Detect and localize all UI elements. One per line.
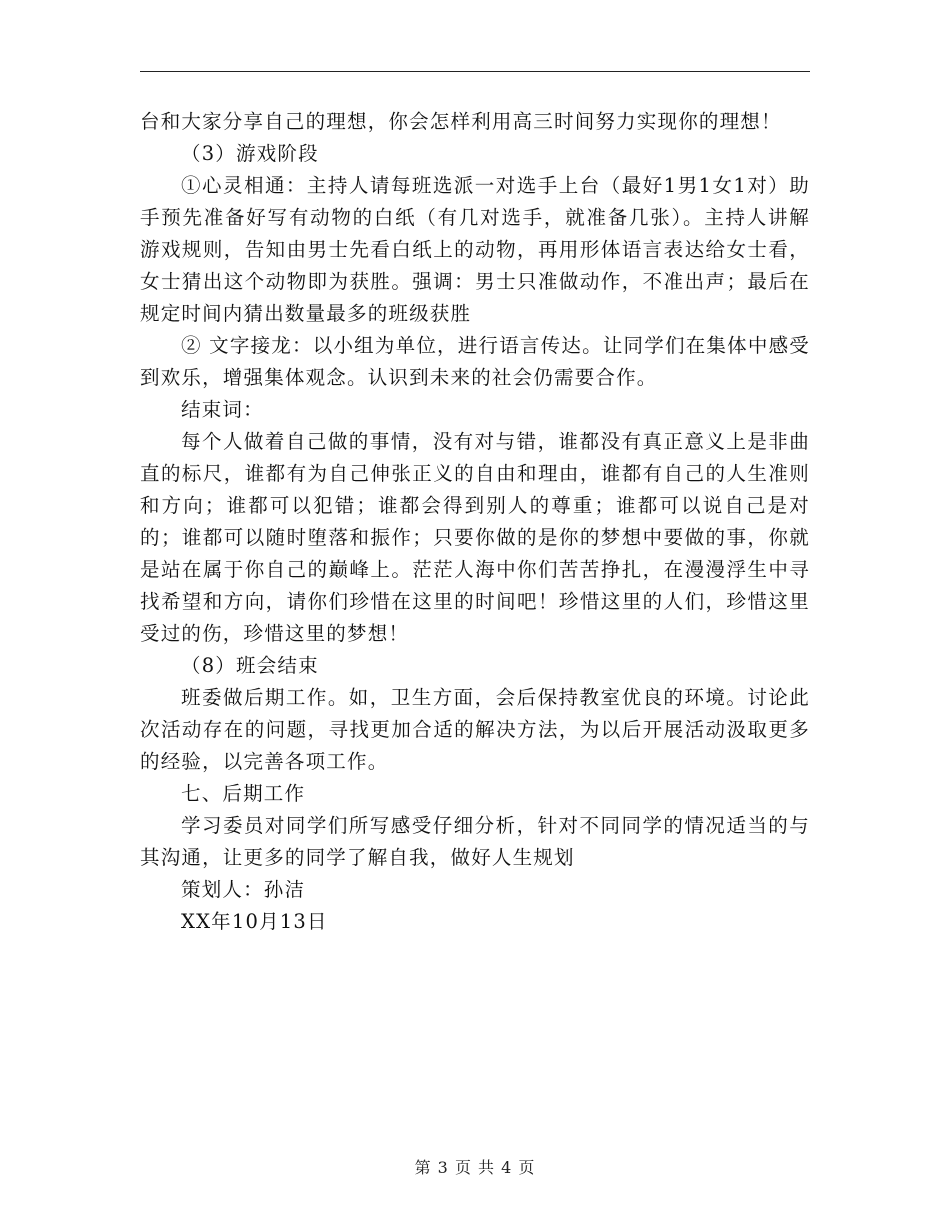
paragraph: ①心灵相通：主持人请每班选派一对选手上台（最好1男1女1对）助手预先准备好写有动物的白纸（有几对选手，就准备几张）。主持人讲解游戏规则，告知由男士先看白纸上的动物，再用形体语言表达给女士看，女士猜出这个动物即为获胜。强调：男士只准做动作，不准出声；最后在规定时间内猜出数量最多的班级获胜 xyxy=(140,174,810,325)
section-heading-game-stage: （3）游戏阶段 xyxy=(181,142,319,165)
document-date: XX年10月13日 xyxy=(181,910,328,933)
paragraph: 台和大家分享自己的理想，你会怎样利用高三时间努力实现你的理想！ xyxy=(140,110,782,133)
document-body xyxy=(140,106,810,938)
paragraph: 每个人做着自己做的事情，没有对与错，谁都没有真正意义上是非曲直的标尺，谁都有为自己伸张正义的自由和理由，谁都有自己的人生准则和方向；谁都可以犯错；谁都会得到别人的尊重；谁都可以说自己是对的；谁都可以随时堕落和振作；只要你做的是你的梦想中要做的事，你就是站在属于你自己的巅峰上。茫茫人海中你们苦苦挣扎，在漫漫浮生中寻找希望和方向，请你们珍惜在这里的时间吧！珍惜这里的人们，珍惜这里受过的伤，珍惜这里的梦想！ xyxy=(140,430,810,645)
page-number-footer: 第 3 页 共 4 页 xyxy=(414,1158,536,1177)
header-rule xyxy=(140,71,810,72)
section-heading-meeting-end: （8）班会结束 xyxy=(181,654,319,677)
paragraph: 班委做后期工作。如，卫生方面，会后保持教室优良的环境。讨论此次活动存在的问题，寻找更加合适的解决方法，为以后开展活动汲取更多的经验，以完善各项工作。 xyxy=(140,686,810,773)
paragraph: ② 文字接龙：以小组为单位，进行语言传达。让同学们在集体中感受到欢乐，增强集体观念。认识到未来的社会仍需要合作。 xyxy=(140,334,810,389)
paragraph: 学习委员对同学们所写感受仔细分析，针对不同同学的情况适当的与其沟通，让更多的同学了解自我，做好人生规划 xyxy=(140,814,810,869)
section-heading-closing: 结束词： xyxy=(181,398,264,421)
planner-signature: 策划人：孙洁 xyxy=(181,878,306,901)
section-heading-follow-up: 七、后期工作 xyxy=(181,782,306,805)
